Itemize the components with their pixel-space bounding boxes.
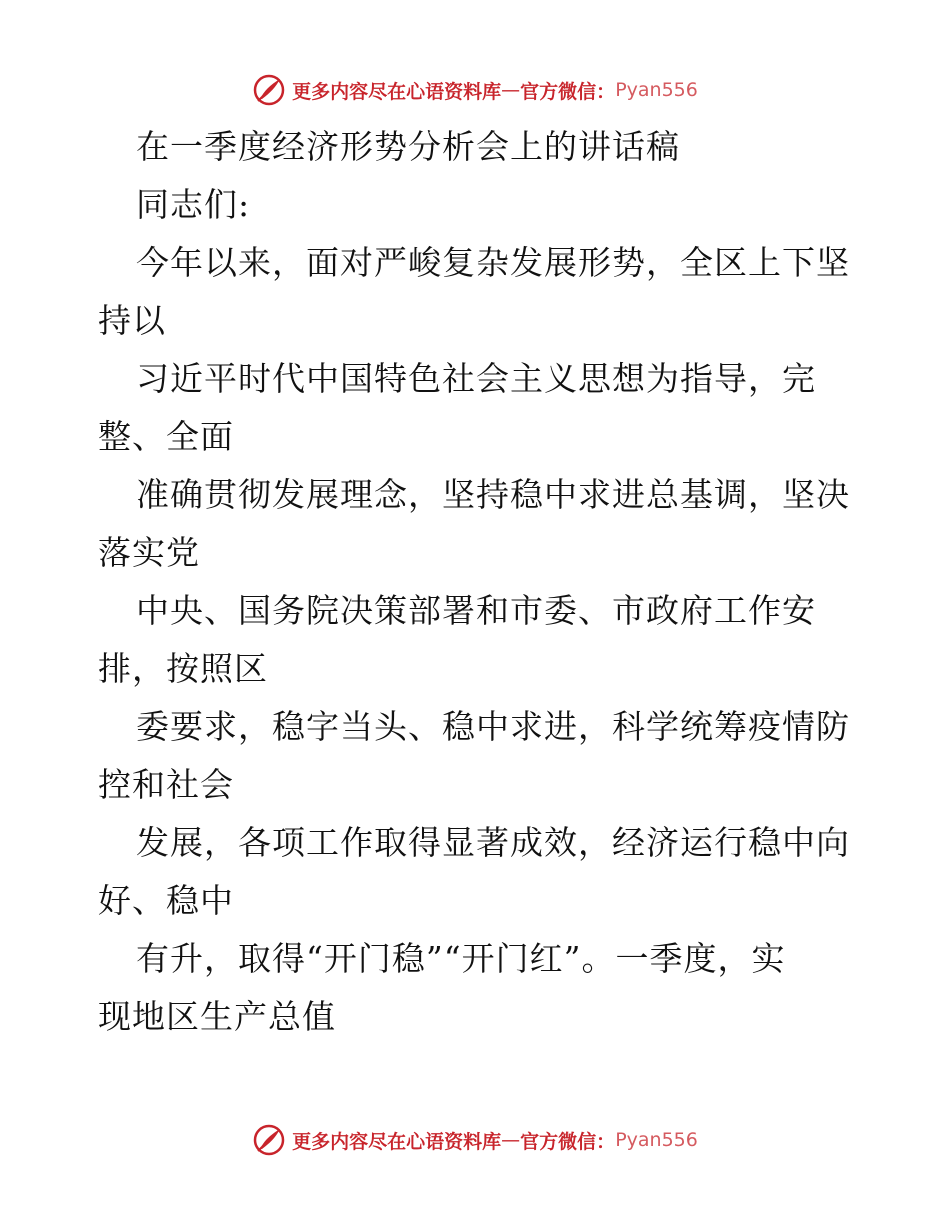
paragraph-line: 排，按照区 — [98, 649, 268, 688]
header-watermark-banner — [0, 70, 950, 110]
paragraph-line: 现地区生产总值 — [98, 997, 336, 1036]
document-greeting: 同志们: — [136, 185, 251, 224]
paragraph-line: 好、稳中 — [98, 881, 234, 920]
quill-logo-icon — [252, 1123, 286, 1157]
paragraph-line: 中央、国务院决策部署和市委、市政府工作安 — [136, 591, 816, 630]
banner-wechat-id: Pyan556 — [615, 1129, 698, 1151]
banner-wechat-label: 官方微信： — [520, 80, 616, 103]
banner-wechat-label: 官方微信： — [520, 1130, 616, 1153]
paragraph-line: 今年以来，面对严峻复杂发展形势，全区上下坚 — [136, 243, 850, 282]
quill-logo-icon — [252, 73, 286, 107]
paragraph-line: 准确贯彻发展理念，坚持稳中求进总基调，坚决 — [136, 475, 850, 514]
paragraph-line: 持以 — [98, 301, 166, 340]
banner-slogan: 更多内容尽在心语资料库 — [292, 1130, 502, 1153]
paragraph-line: 发展，各项工作取得显著成效，经济运行稳中向 — [136, 823, 850, 862]
paragraph-line: 整、全面 — [98, 417, 234, 456]
paragraph-line: 委要求，稳字当头、稳中求进，科学统筹疫情防 — [136, 707, 850, 746]
document-title: 在一季度经济形势分析会上的讲话稿 — [136, 127, 680, 166]
footer-watermark-banner — [0, 1120, 950, 1160]
paragraph-line: 有升，取得“开门稳”“开门红”。一季度，实 — [136, 939, 786, 978]
banner-dash: — — [501, 1129, 521, 1151]
paragraph-line: 控和社会 — [98, 765, 234, 804]
paragraph-line: 习近平时代中国特色社会主义思想为指导，完 — [136, 359, 816, 398]
banner-wechat-id: Pyan556 — [615, 79, 698, 101]
banner-slogan: 更多内容尽在心语资料库 — [292, 80, 502, 103]
banner-dash: — — [501, 79, 521, 101]
paragraph-line: 落实党 — [98, 533, 200, 572]
document-body — [98, 118, 858, 1046]
